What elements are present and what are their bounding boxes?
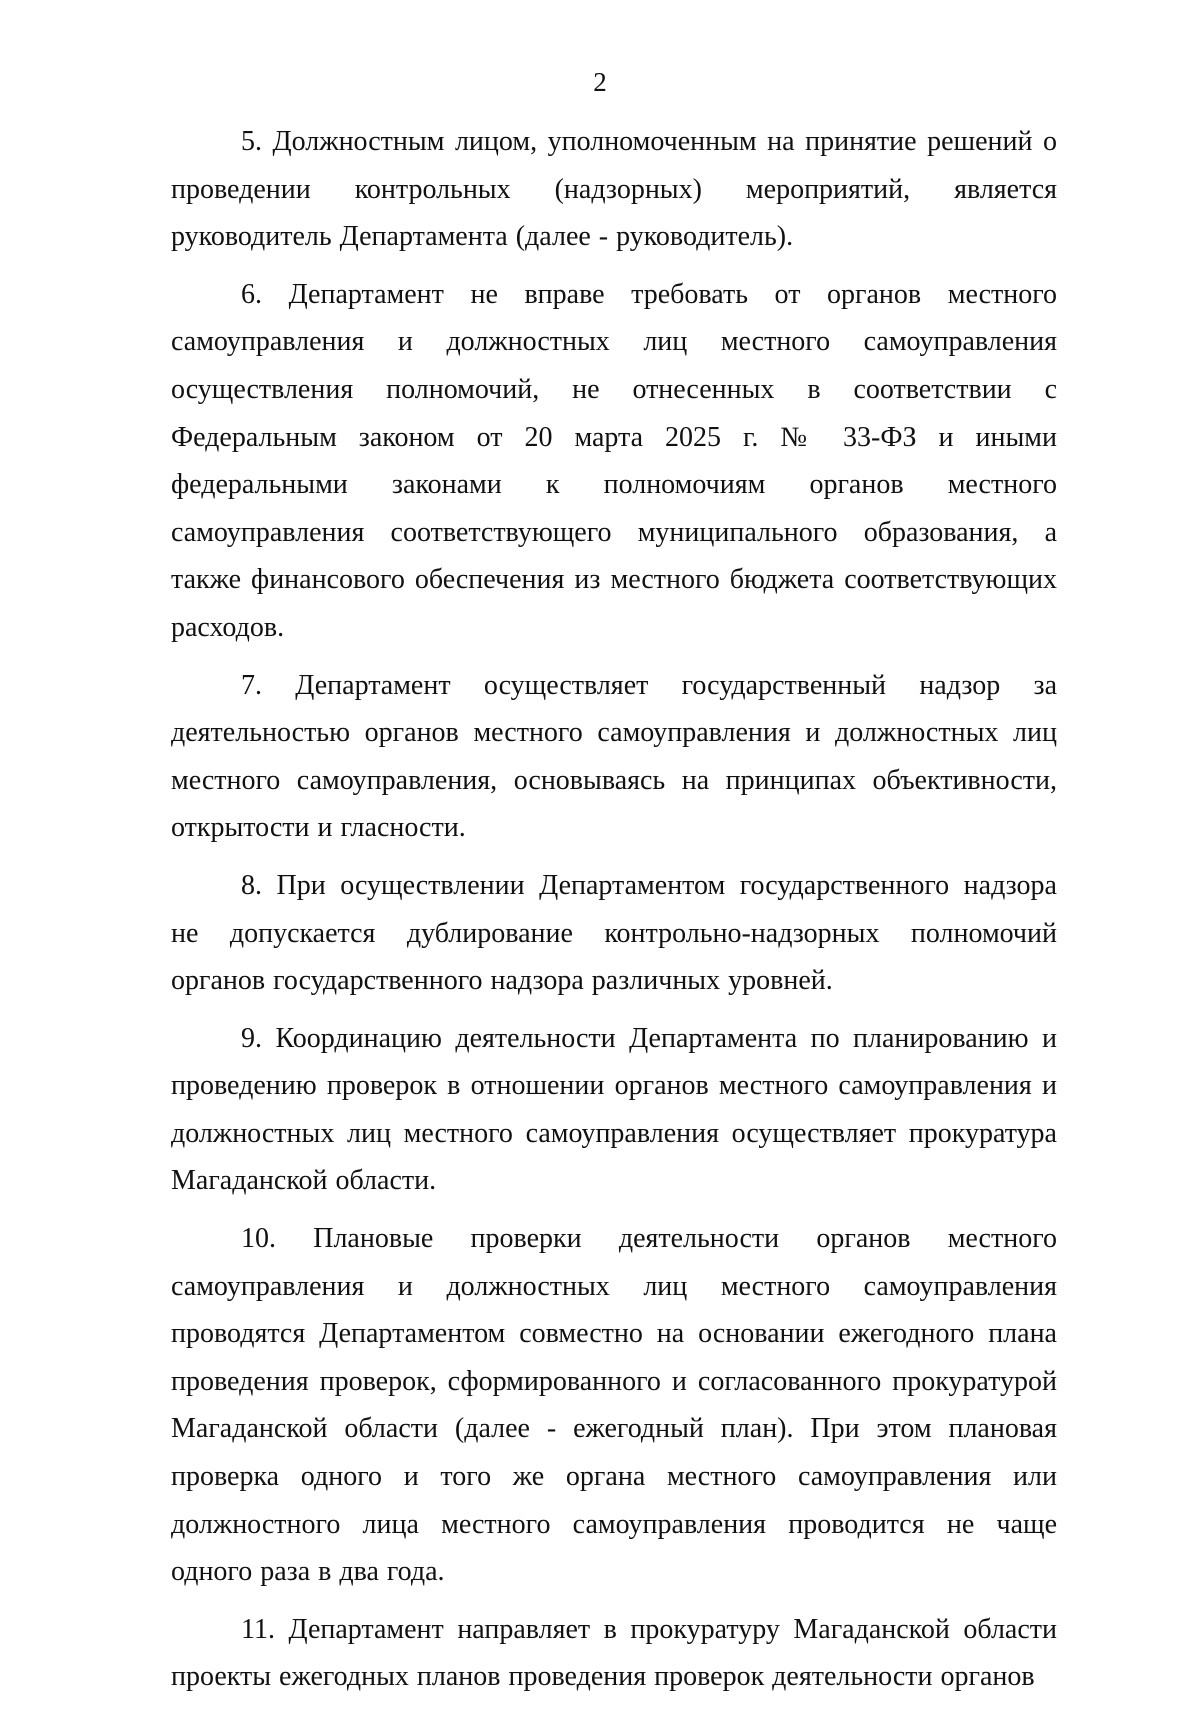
paragraph-8: 8. При осуществлении Департаментом государственного надзора не допускается дублирование контрольно-надзорных полномочий органов государственного надзора различных уровней. [171, 869, 1057, 997]
paragraph-7: 7. Департамент осуществляет государственный надзор за деятельностью органов местного самоуправления и должностных лиц местного самоуправления, основываясь на принципах объективности, открытости и гласности. [171, 669, 1057, 844]
paragraph-5: 5. Должностным лицом, уполномоченным на принятие решений о проведении контрольных (надзорных) мероприятий, является руководитель Департамента (далее - руководитель). [171, 126, 1057, 253]
paragraph-10: 10. Плановые проверки деятельности органов местного самоуправления и должностных лиц местного самоуправления проводятся Департаментом совместно на основании ежегодного плана проведения проверок, сформированного и согласованного прокуратурой Магаданской области (далее - ежегодный план). При этом плановая проверка одного и того же органа местного самоуправления или должностного лица местного самоуправления проводится не чаще одного раза в два года. [171, 1223, 1057, 1588]
paragraph-11: 11. Департамент направляет в прокуратуру Магаданской области проекты ежегодных планов проведения проверок деятельности органов [171, 1613, 1057, 1693]
document-body [171, 118, 1057, 1711]
page-number: 2 [593, 67, 607, 97]
paragraph-6: 6. Департамент не вправе требовать от органов местного самоуправления и должностных лиц местного самоуправления осуществления полномочий, не отнесенных в соответствии с Федеральным законом от 20 марта 2025 г. № 33-ФЗ и иными федеральными законами к полномочиям органов местного самоуправления соответствующего муниципального образования, а также финансового обеспечения из местного бюджета соответствующих расходов. [171, 278, 1057, 643]
paragraph-9: 9. Координацию деятельности Департамента по планированию и проведению проверок в отношении органов местного самоуправления и должностных лиц местного самоуправления осуществляет прокуратура Магаданской области. [171, 1022, 1057, 1197]
